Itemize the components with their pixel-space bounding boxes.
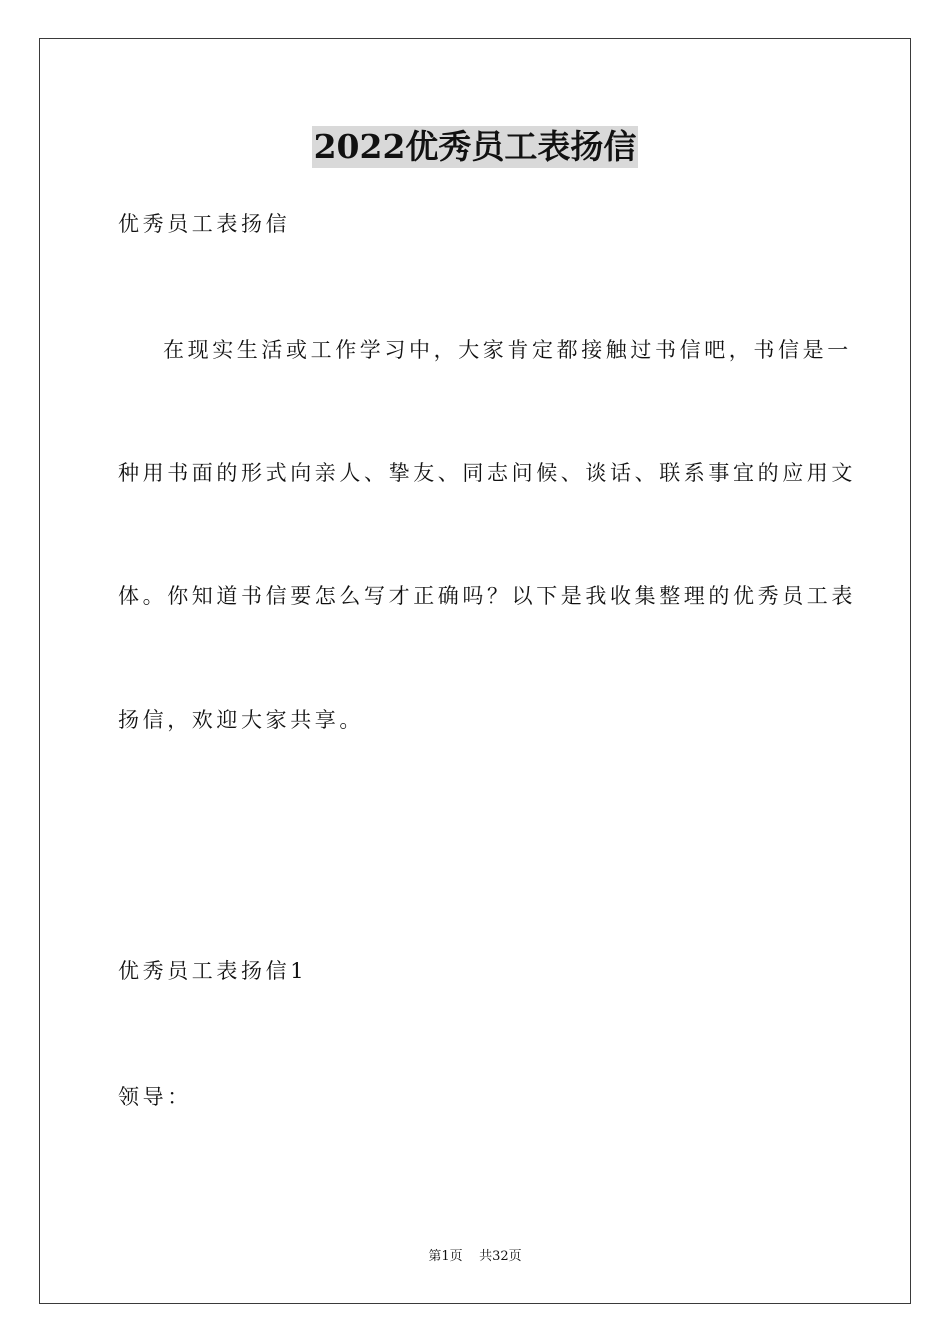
intro-line-2: 种用书面的形式向亲人、挚友、同志问候、谈话、联系事宜的应用文 (118, 461, 856, 485)
intro-line-4: 扬信，欢迎大家共享。 (118, 708, 364, 732)
page-footer: 第1页 共32页 (428, 1249, 522, 1264)
title-container (0, 126, 950, 168)
document-subtitle: 优秀员工表扬信 (118, 212, 291, 236)
section-heading: 优秀员工表扬信1 (118, 959, 308, 983)
intro-line-3: 体。你知道书信要怎么写才正确吗？以下是我收集整理的优秀员工表 (118, 584, 856, 608)
document-title: 2022优秀员工表扬信 (313, 127, 637, 166)
salutation: 领导： (118, 1085, 192, 1109)
intro-line-1: 在现实生活或工作学习中，大家肯定都接触过书信吧，书信是一 (163, 338, 852, 362)
